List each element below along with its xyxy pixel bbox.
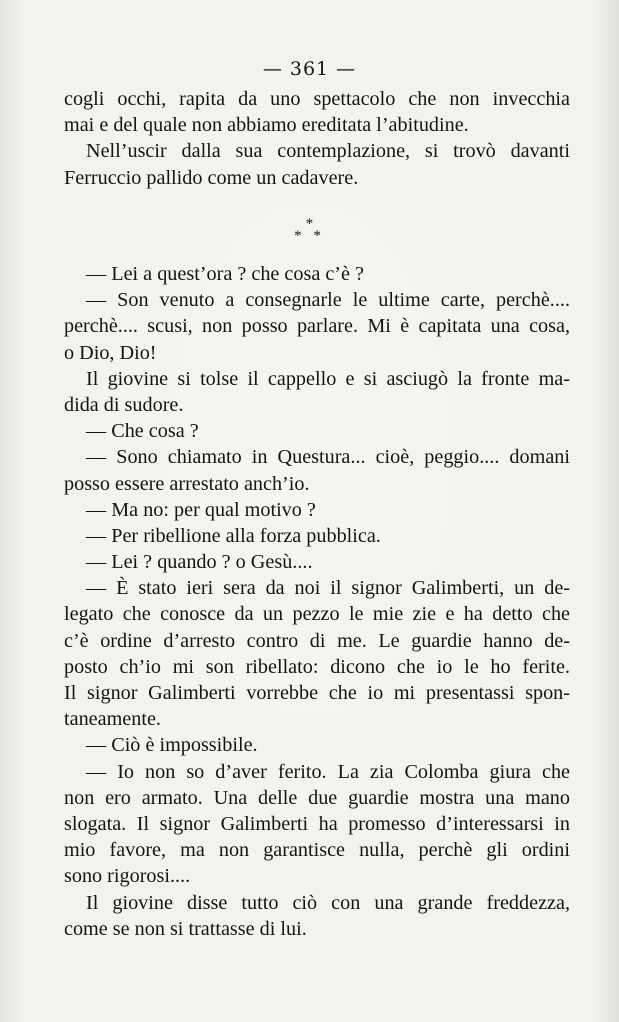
- text-line: cogli occhi, rapita da uno spettacolo che non invecchia: [64, 88, 570, 110]
- separator-star-top: *: [305, 216, 314, 232]
- text-line: sono rigorosi....: [64, 865, 191, 888]
- text-line: Il signor Galimberti vorrebbe che io mi presentassi spon-: [64, 682, 570, 704]
- text-line: come se non si trattasse di lui.: [64, 917, 307, 940]
- text-line: — Che cosa ?: [86, 420, 199, 443]
- text-line: dida di sudore.: [64, 393, 184, 416]
- text-line: mio favore, ma non garantisce nulla, perchè gli ordini: [64, 839, 570, 862]
- text-line: legato che conosce da un pezzo le mie zie e ha detto che: [64, 603, 570, 626]
- text-line: Nell’uscir dalla sua contemplazione, si trovò davanti: [86, 140, 570, 163]
- text-line: Ferruccio pallido come un cadavere.: [64, 166, 359, 189]
- text-line: — È stato ieri sera da noi il signor Galimberti, un de-: [86, 577, 570, 600]
- text-line: slogata. Il signor Galimberti ha promesso d’interessarsi in: [64, 812, 570, 835]
- separator-stars-bottom: * *: [294, 228, 325, 244]
- text-line: — Sono chiamato in Questura... cioè, peggio.... domani: [86, 446, 570, 469]
- text-line: o Dio, Dio!: [64, 341, 157, 364]
- text-line: posto ch’io mi son ribellato: dicono che io le ho ferite.: [64, 655, 570, 678]
- text-line: non ero armato. Una delle due guardie mostra una mano: [64, 786, 570, 809]
- text-line: — Son venuto a consegnarle le ultime carte, perchè....: [86, 289, 570, 312]
- text-line: — Per ribellione alla forza pubblica.: [86, 524, 381, 547]
- text-line: mai e del quale non abbiamo ereditata l’abitudine.: [64, 114, 469, 137]
- text-line: Il giovine si tolse il cappello e si asciugò la fronte ma-: [86, 367, 570, 390]
- text-line: — Lei a quest’ora ? che cosa c’è ?: [86, 263, 364, 285]
- page-number: — 361 —: [262, 58, 357, 80]
- text-block-main: [64, 261, 570, 942]
- text-line: posso essere arrestato anch’io.: [64, 472, 310, 495]
- text-line: Il giovine disse tutto ciò con una grande freddezza,: [86, 891, 570, 914]
- text-block-top: [64, 86, 570, 191]
- text-line: — Io non so d’aver ferito. La zia Colomba giura che: [86, 760, 570, 783]
- text-line: — Ma no: per qual motivo ?: [86, 498, 316, 521]
- text-line: c’è ordine d’arresto contro di me. Le guardie hanno de-: [64, 629, 570, 652]
- text-line: — Ciò è impossibile.: [86, 734, 258, 757]
- text-line: — Lei ? quando ? o Gesù....: [86, 551, 313, 574]
- section-separator: [0, 218, 619, 242]
- text-line: taneamente.: [64, 708, 161, 731]
- text-line: perchè.... scusi, non posso parlare. Mi è capitata una cosa,: [64, 315, 570, 338]
